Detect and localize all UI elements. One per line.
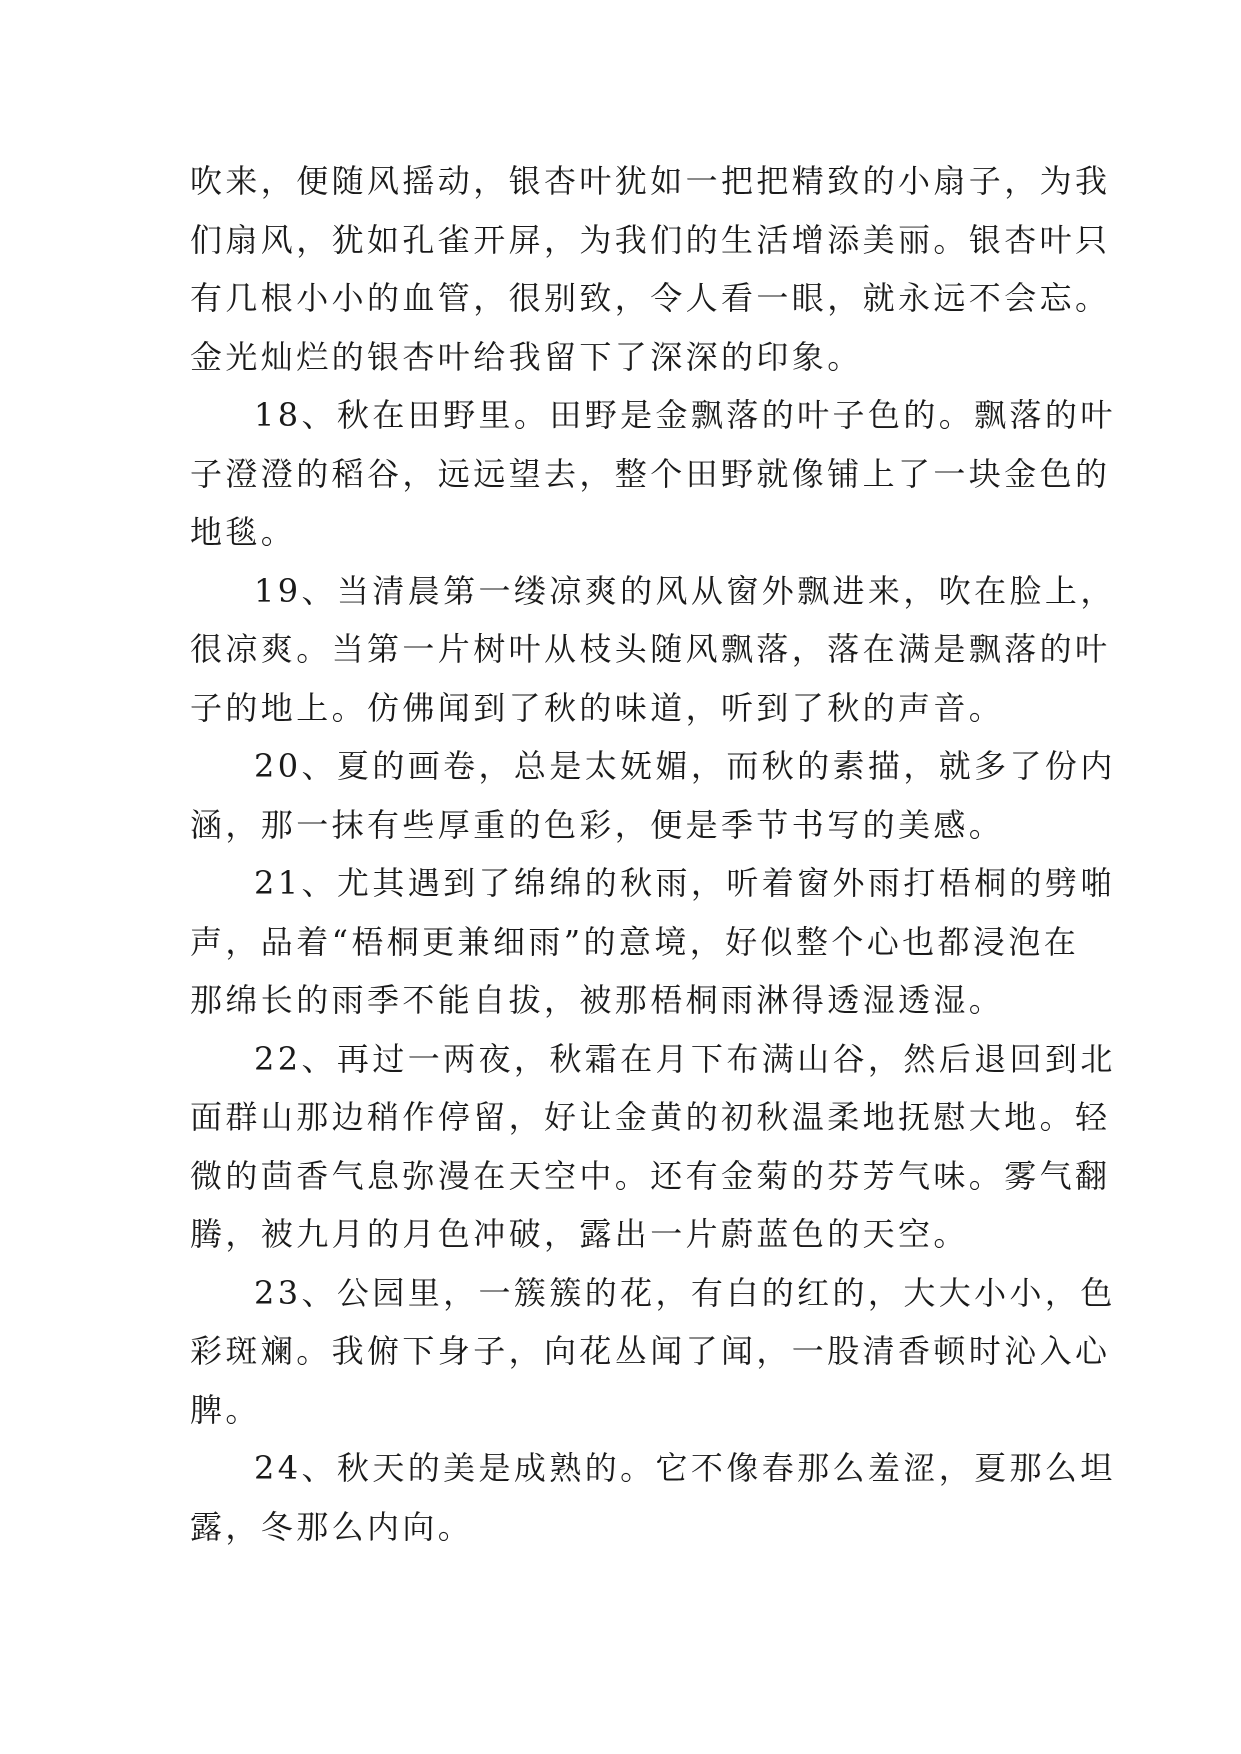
text-line: 18、秋在田野里。田野是金飘落的叶子色的。飘落的叶 [254,396,1116,434]
paragraph-23 [190,1264,1116,1440]
text-line: 金光灿烂的银杏叶给我留下了深深的印象。 [190,337,863,376]
text-line: 那绵长的雨季不能自拔，被那梧桐雨淋得透湿透湿。 [190,981,1005,1019]
text-line: 声，品着“梧桐更兼细雨”的意境，好似整个心也都浸泡在 [190,922,1080,961]
text-line: 们扇风，犹如孔雀开屏，为我们的生活增添美丽。银杏叶只 [190,220,1111,259]
text-line: 19、当清晨第一缕凉爽的风从窗外飘进来，吹在脸上， [254,571,1116,610]
paragraph-20 [190,737,1116,854]
text-line: 24、秋天的美是成熟的。它不像春那么羞涩，夏那么坦 [254,1449,1116,1487]
paragraph-21 [190,854,1116,1030]
text-line: 面群山那边稍作停留，好让金黄的初秋温柔地抚慰大地。轻 [190,1098,1111,1136]
document-body [190,152,1116,1556]
text-line: 涵，那一抹有些厚重的色彩，便是季节书写的美感。 [190,805,1005,844]
text-line: 21、尤其遇到了绵绵的秋雨，听着窗外雨打梧桐的劈啪 [254,864,1116,902]
text-line: 地毯。 [190,513,297,551]
text-line: 很凉爽。当第一片树叶从枝头随风飘落，落在满是飘落的叶 [190,630,1111,668]
text-line: 露，冬那么内向。 [190,1507,474,1546]
text-line: 脾。 [190,1390,261,1429]
text-line: 子澄澄的稻谷，远远望去，整个田野就像铺上了一块金色的 [190,454,1111,493]
text-line: 子的地上。仿佛闻到了秋的味道，听到了秋的声音。 [190,688,1005,727]
paragraph-19 [190,562,1116,738]
paragraph-18 [190,386,1116,562]
text-line: 吹来，便随风摇动，银杏叶犹如一把把精致的小扇子，为我 [190,162,1111,200]
text-line: 微的茴香气息弥漫在天空中。还有金菊的芬芳气味。雾气翻 [190,1156,1111,1195]
text-line: 22、再过一两夜，秋霜在月下布满山谷，然后退回到北 [254,1039,1116,1078]
text-line: 腾，被九月的月色冲破，露出一片蔚蓝色的天空。 [190,1215,969,1253]
text-line: 23、公园里，一簇簇的花，有白的红的，大大小小，色 [254,1273,1116,1312]
text-line: 有几根小小的血管，很别致，令人看一眼，就永远不会忘。 [190,279,1111,317]
text-line: 20、夏的画卷，总是太妩媚，而秋的素描，就多了份内 [254,747,1116,785]
paragraph-17-continued [190,152,1111,386]
paragraph-22 [190,1030,1116,1264]
paragraph-24 [190,1439,1116,1556]
text-line: 彩斑斓。我俯下身子，向花丛闻了闻，一股清香顿时沁入心 [190,1332,1111,1370]
